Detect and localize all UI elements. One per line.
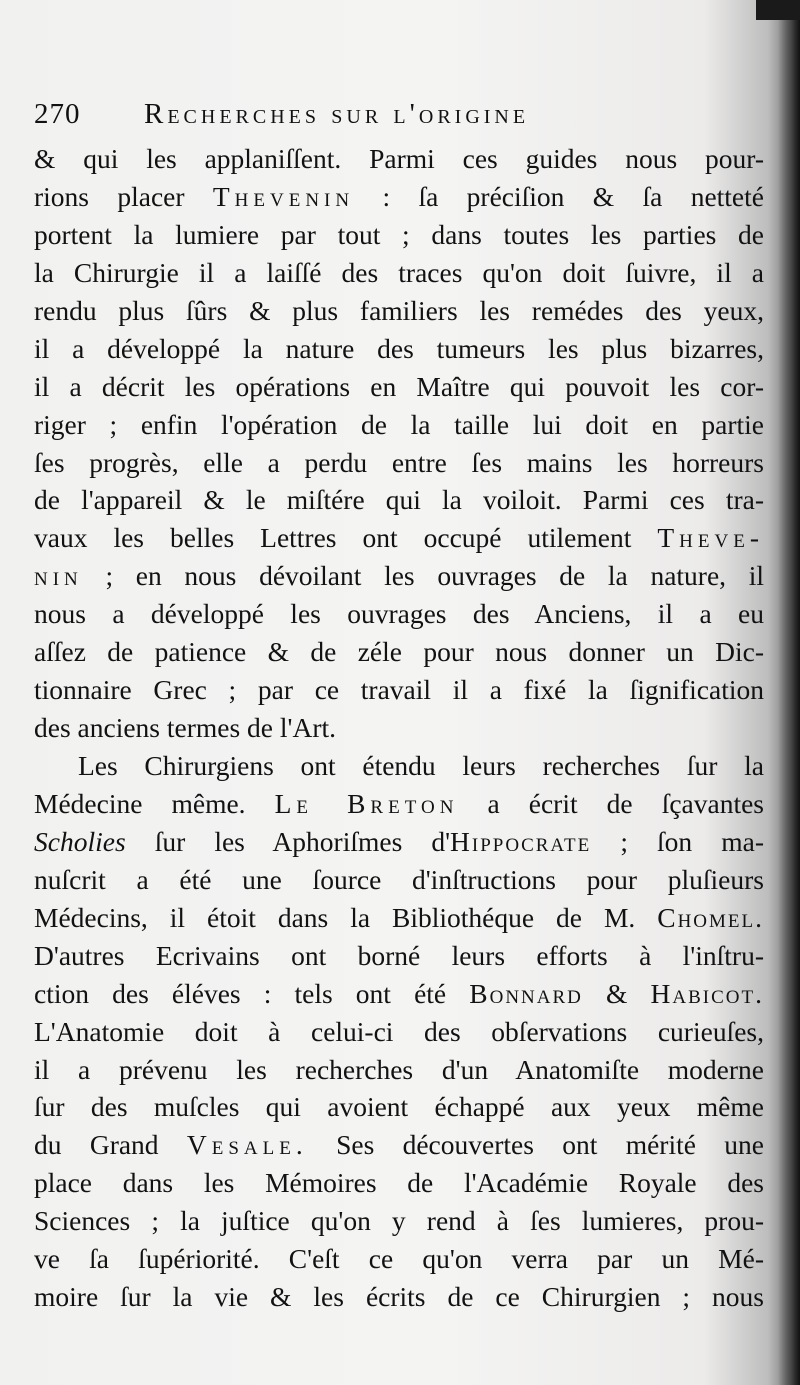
text-segment: a écrit de ſçavantes <box>458 787 764 819</box>
text-line <box>34 595 764 633</box>
text-segment: il a décrit les opérations en Maître qui pouvoit les cor- <box>34 370 764 402</box>
text-line <box>34 785 764 823</box>
text-line <box>34 178 764 216</box>
text-segment: Bonnard <box>469 977 583 1009</box>
text-segment: ; en nous dévoilant les ouvrages de la nature, il <box>82 560 764 592</box>
text-segment: Médecine même. <box>34 787 275 819</box>
body-text <box>34 140 764 1316</box>
text-line <box>34 671 764 709</box>
page-number: 270 <box>34 98 81 130</box>
text-line <box>34 557 764 595</box>
text-segment: nin <box>34 560 83 592</box>
text-line <box>34 444 764 482</box>
text-segment: Chomel. <box>657 901 764 933</box>
text-segment: & <box>582 977 651 1009</box>
text-line <box>34 975 764 1013</box>
text-line <box>34 1051 764 1089</box>
text-segment: Hippocrate <box>450 825 592 857</box>
text-segment: la Chirurgie il a laiſſé des traces qu'on doit ſuivre, il a <box>34 256 764 288</box>
text-segment: ve ſa ſupériorité. C'eſt ce qu'on verra par un Mé- <box>34 1243 764 1275</box>
text-line <box>34 254 764 292</box>
text-line <box>34 709 764 747</box>
text-line <box>34 406 764 444</box>
text-segment: Sciences ; la juſtice qu'on y rend à ſes lumieres, prou- <box>34 1205 764 1237</box>
text-segment: nuſcrit a été une ſource d'inſtructions pour pluſieurs <box>34 863 764 895</box>
text-segment: ſes progrès, elle a perdu entre ſes mains les horreurs <box>34 446 764 478</box>
text-segment: Habicot. <box>650 977 764 1009</box>
text-segment: riger ; enfin l'opération de la taille lui doit en partie <box>34 408 764 440</box>
text-segment: de l'appareil & le miſtére qui la voiloit. Parmi ces tra- <box>34 484 764 516</box>
text-segment: Theve- <box>657 522 764 554</box>
text-line <box>34 861 764 899</box>
text-segment: ſur les Aphoriſmes d' <box>125 825 451 857</box>
text-segment: Vesale. <box>186 1129 308 1161</box>
text-segment: du Grand <box>34 1129 187 1161</box>
text-segment: Ses découvertes ont mérité une <box>307 1129 764 1161</box>
text-segment: : ſa préciſion & ſa netteté <box>354 180 764 212</box>
text-segment: Le Breton <box>274 787 459 819</box>
text-segment: place dans les Mémoires de l'Académie Royale des <box>34 1167 764 1199</box>
text-line <box>34 216 764 254</box>
text-line <box>34 1164 764 1202</box>
text-line <box>34 937 764 975</box>
text-line <box>34 823 764 861</box>
text-line <box>34 747 764 785</box>
text-segment: ; ſon ma- <box>591 825 764 857</box>
text-segment: tionnaire Grec ; par ce travail il a fixé la ſignification <box>34 674 764 706</box>
page-header <box>34 98 734 138</box>
text-line <box>34 481 764 519</box>
text-segment: ction des éléves : tels ont été <box>34 977 470 1009</box>
text-segment: portent la lumiere par tout ; dans toutes les parties de <box>34 218 764 250</box>
text-line <box>34 140 764 178</box>
text-segment: rions placer <box>34 180 213 212</box>
text-line <box>34 633 764 671</box>
text-segment: aſſez de patience & de zéle pour nous donner un Dic- <box>34 636 764 668</box>
text-line <box>34 368 764 406</box>
text-segment: nous a développé les ouvrages des Anciens, il a eu <box>34 598 764 630</box>
text-line <box>34 1126 764 1164</box>
running-title: Recherches sur l'origine <box>144 98 530 130</box>
page-spine-shadow <box>778 0 800 1385</box>
text-segment: moire ſur la vie & les écrits de ce Chirurgien ; nous <box>34 1281 764 1313</box>
text-segment: des anciens termes de l'Art. <box>34 712 337 744</box>
text-segment: il a prévenu les recherches d'un Anatomiſte moderne <box>34 1053 764 1085</box>
page-corner-shadow <box>756 0 800 20</box>
text-line <box>34 292 764 330</box>
text-line <box>34 1088 764 1126</box>
text-line <box>34 1202 764 1240</box>
text-segment: Scholies <box>34 825 126 857</box>
text-segment: Médecins, il étoit dans la Bibliothéque de M. <box>34 901 658 933</box>
text-segment: rendu plus ſûrs & plus familiers les remédes des yeux, <box>34 294 764 326</box>
text-line <box>34 330 764 368</box>
text-segment: L'Anatomie doit à celui-ci des obſervations curieuſes, <box>34 1015 764 1047</box>
text-line <box>34 1278 764 1316</box>
text-segment: & qui les applaniſſent. Parmi ces guides nous pour- <box>34 143 764 174</box>
text-segment: il a développé la nature des tumeurs les plus bizarres, <box>34 332 764 364</box>
text-line <box>34 1240 764 1278</box>
text-segment: ſur des muſcles qui avoient échappé aux yeux même <box>34 1091 764 1123</box>
text-line <box>34 1013 764 1051</box>
text-segment: Les Chirurgiens ont étendu leurs recherches ſur la <box>78 750 764 781</box>
text-segment: Thevenin <box>212 180 355 212</box>
text-segment: D'autres Ecrivains ont borné leurs efforts à l'inſtru- <box>34 939 764 971</box>
text-line <box>34 899 764 937</box>
text-segment: vaux les belles Lettres ont occupé utilement <box>34 522 658 554</box>
text-line <box>34 519 764 557</box>
